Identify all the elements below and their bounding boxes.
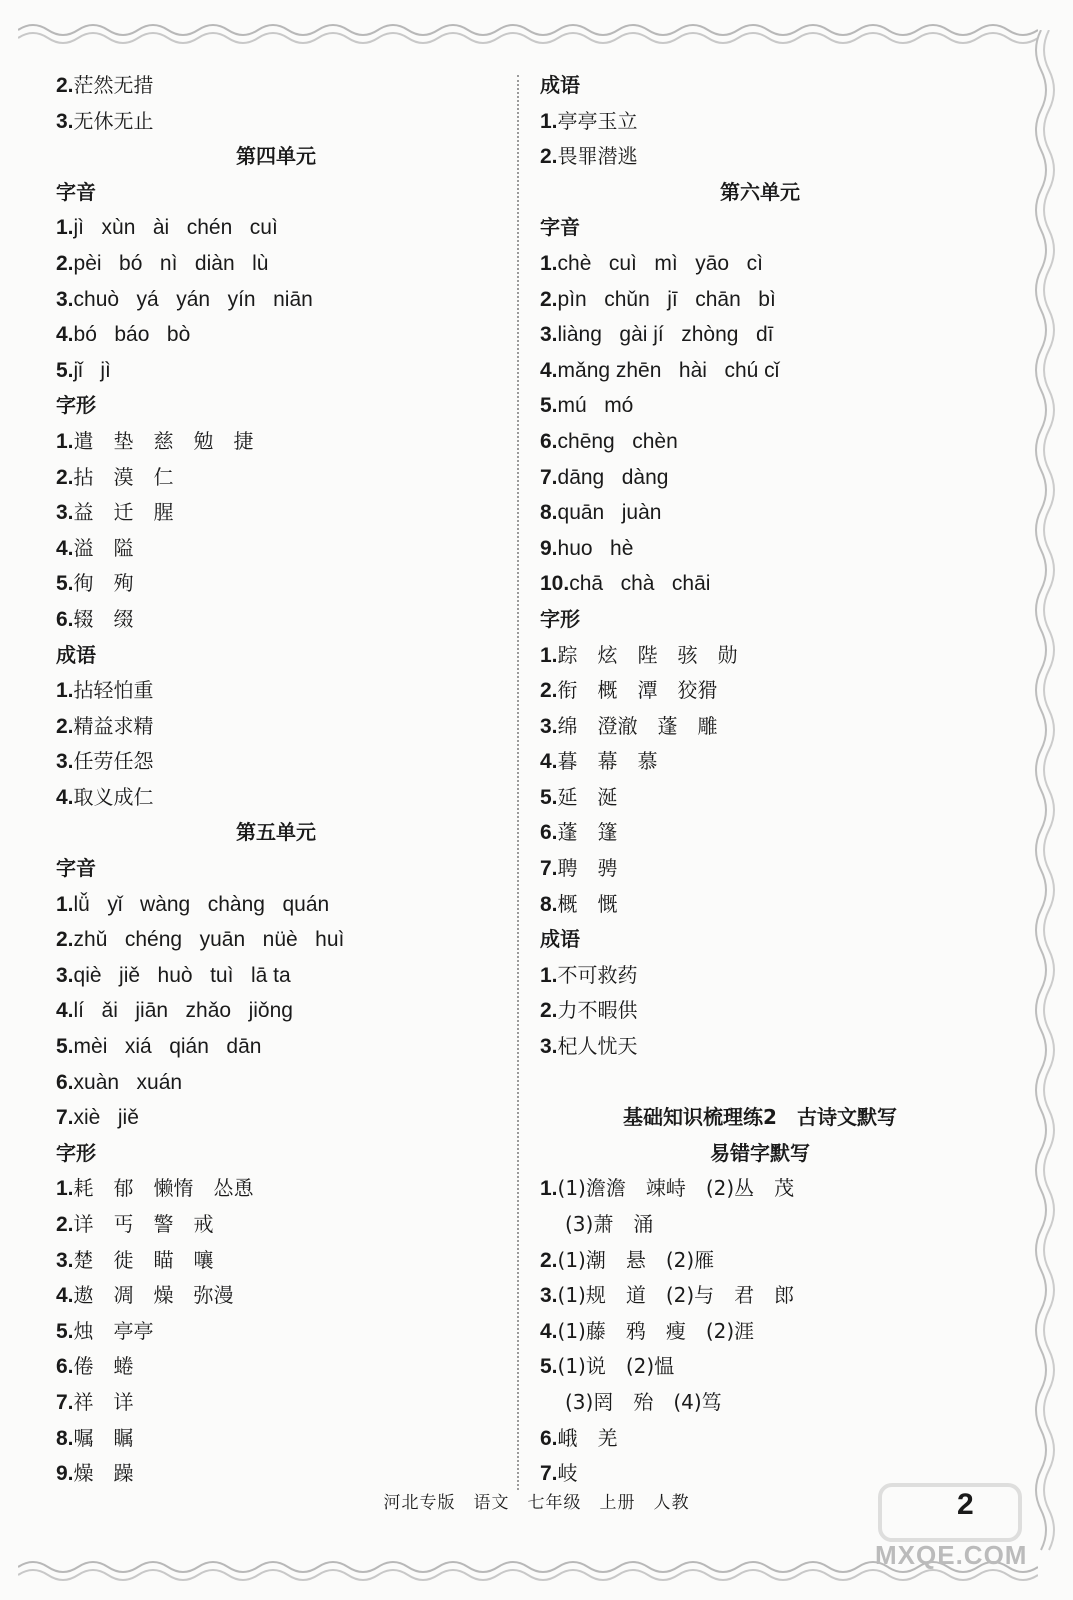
item-number: 8. (540, 892, 558, 916)
answer-item (56, 353, 496, 389)
item-number: 3. (540, 1284, 558, 1308)
item-number: 1. (540, 109, 558, 133)
item-number: 1. (540, 643, 558, 667)
item-text: xiè jiě (73, 1106, 139, 1130)
answer-item (540, 673, 980, 709)
item-number: 1. (540, 251, 558, 275)
answer-item (56, 566, 496, 602)
item-text: 耗 郁 懒惰 怂恿 (73, 1176, 254, 1201)
item-number: 4. (540, 358, 558, 382)
item-number: 2. (540, 999, 558, 1023)
item-text: 蓬 篷 (557, 820, 618, 845)
item-number: 2. (56, 465, 74, 489)
item-number: 3. (56, 109, 74, 133)
answer-item (56, 210, 496, 246)
answer-item (56, 958, 496, 994)
item-text: (1)澹澹 竦峙 (2)丛 茂 (557, 1176, 795, 1201)
item-text: 烛 亭亭 (73, 1318, 154, 1343)
page-footer: 河北专版 语文 七年级 上册 人教 (383, 1493, 690, 1513)
item-number: 9. (540, 536, 558, 560)
item-number: 8. (56, 1426, 74, 1450)
answer-item (56, 1029, 496, 1065)
item-text: 取义成仁 (73, 784, 154, 809)
item-text: 拈 漠 仁 (73, 464, 174, 489)
answer-item (56, 1065, 496, 1101)
item-text: 任劳任怨 (73, 749, 154, 774)
item-text: dāng dàng (557, 465, 669, 489)
answer-item (56, 1421, 496, 1457)
answer-item (540, 1243, 980, 1279)
left-column (56, 68, 496, 1492)
answer-item (56, 104, 496, 140)
unit-heading: 第五单元 (236, 820, 316, 845)
item-number: 2. (540, 287, 558, 311)
answer-item (56, 744, 496, 780)
item-number: 3. (540, 1035, 558, 1059)
answer-item (56, 531, 496, 567)
item-number: 5. (56, 1035, 74, 1059)
item-text: 峨 羌 (557, 1425, 618, 1450)
answer-item (540, 815, 980, 851)
section-label: 成语 (540, 73, 580, 97)
item-number: 4. (540, 1319, 558, 1343)
answer-item (540, 566, 980, 602)
answer-item (540, 353, 980, 389)
item-text: quān juàn (557, 501, 662, 525)
item-text: 衔 概 潭 狡猾 (557, 678, 718, 703)
item-text: xuàn xuán (73, 1070, 183, 1094)
item-number: 7. (540, 1462, 558, 1486)
item-number: 6. (56, 1355, 74, 1379)
answer-item (56, 1349, 496, 1385)
answer-item (540, 709, 980, 745)
section-label: 字形 (540, 606, 580, 631)
answer-item (540, 1349, 980, 1385)
answer-item (56, 1385, 496, 1421)
item-number: 1. (56, 429, 74, 453)
section-label: 字形 (56, 393, 96, 418)
unit-heading: 第六单元 (720, 179, 800, 204)
item-number: 1. (540, 963, 558, 987)
item-number: 2. (540, 679, 558, 703)
item-text: 徇 殉 (73, 571, 134, 596)
item-number: 4. (540, 750, 558, 774)
answer-item (56, 673, 496, 709)
answer-item (56, 424, 496, 460)
item-text: 绵 澄澈 蓬 雕 (557, 713, 718, 738)
item-number: 4. (56, 323, 74, 347)
item-number: 6. (56, 607, 74, 631)
item-number: 3. (56, 1248, 74, 1272)
item-number: 1. (56, 892, 74, 916)
item-text: 岐 (557, 1461, 578, 1486)
answer-item (540, 104, 980, 140)
item-text: 遣 垫 慈 勉 捷 (73, 428, 254, 453)
spacer (540, 1065, 980, 1101)
item-text: 亭亭玉立 (557, 108, 638, 133)
answer-item (540, 388, 980, 424)
answer-item (56, 460, 496, 496)
item-text: 溢 隘 (73, 535, 134, 560)
item-number: 5. (540, 785, 558, 809)
item-number: 8. (540, 501, 558, 525)
item-text: 茫然无措 (73, 73, 154, 97)
item-text: 倦 蜷 (73, 1354, 134, 1379)
answer-item (540, 282, 980, 318)
item-text: 延 涎 (557, 784, 618, 809)
answer-item (540, 958, 980, 994)
wavy-border-top (18, 18, 1038, 58)
item-number: 7. (56, 1106, 74, 1130)
answer-item (56, 602, 496, 638)
item-number: 5. (540, 394, 558, 418)
item-text: (1)说 (2)愠 (557, 1354, 675, 1379)
answer-item (56, 282, 496, 318)
item-number: 7. (540, 465, 558, 489)
answer-item (56, 709, 496, 745)
section-label: 字形 (56, 1140, 96, 1165)
answer-item (56, 1100, 496, 1136)
answer-item (540, 460, 980, 496)
item-number: 2. (56, 928, 74, 952)
item-text: huo hè (557, 536, 634, 560)
item-text: 益 迁 腥 (73, 500, 174, 525)
answer-continuation: (3)萧 涌 (565, 1212, 654, 1236)
item-number: 6. (540, 821, 558, 845)
item-text: 辍 缀 (73, 606, 134, 631)
item-text: pìn chǔn jī chān bì (557, 287, 776, 311)
item-text: 杞人忧天 (557, 1034, 638, 1059)
item-text: jì xùn ài chén cuì (73, 216, 278, 240)
item-text: (1)潮 悬 (2)雁 (557, 1247, 715, 1272)
item-text: chuò yá yán yín niān (73, 287, 313, 311)
item-number: 6. (540, 1426, 558, 1450)
answer-item (540, 780, 980, 816)
answer-item (56, 68, 496, 104)
item-number: 5. (56, 1319, 74, 1343)
answer-item (56, 317, 496, 353)
item-number: 5. (540, 1355, 558, 1379)
item-text: 精益求精 (73, 713, 154, 738)
item-text: 暮 幕 慕 (557, 749, 658, 774)
item-text: 不可救药 (557, 962, 638, 987)
right-column (540, 68, 980, 1492)
section-label: 字音 (56, 856, 96, 881)
item-number: 4. (56, 785, 74, 809)
answer-item (540, 139, 980, 175)
item-number: 3. (540, 714, 558, 738)
item-text: 力不暇供 (557, 998, 638, 1023)
item-text: (1)藤 鸦 瘦 (2)涯 (557, 1318, 755, 1343)
section-label: 成语 (56, 642, 96, 667)
item-number: 2. (56, 1213, 74, 1236)
item-text: qiè jiě huò tuì lā ta (73, 963, 291, 987)
answer-item (56, 1171, 496, 1207)
item-number: 3. (56, 963, 74, 987)
watermark-text: MXQE.COM (875, 1540, 1028, 1570)
answer-item (56, 1207, 496, 1243)
item-text: zhǔ chéng yuān nüè huì (73, 928, 345, 952)
answer-item (540, 1314, 980, 1350)
answer-item (540, 424, 980, 460)
item-number: 4. (56, 999, 74, 1023)
answer-item (540, 1171, 980, 1207)
item-number: 10. (540, 572, 570, 596)
answer-item (540, 851, 980, 887)
item-number: 1. (540, 1177, 558, 1201)
item-text: 燥 躁 (73, 1461, 134, 1486)
answer-item (540, 246, 980, 282)
section-label: 字音 (56, 179, 96, 204)
item-text: mú mó (557, 394, 634, 418)
answer-item (540, 638, 980, 674)
item-number: 6. (540, 429, 558, 453)
item-text: 概 慨 (557, 891, 618, 916)
item-text: 聘 骋 (557, 856, 618, 881)
item-number: 1. (56, 1177, 74, 1201)
page-number: 2 (957, 1488, 974, 1521)
item-number: 5. (56, 358, 74, 382)
item-text: bó báo bò (73, 323, 191, 347)
item-text: lǚ yǐ wàng chàng quán (73, 892, 330, 916)
column-divider (517, 75, 519, 1490)
item-number: 7. (540, 857, 558, 881)
item-number: 2. (540, 1248, 558, 1272)
answer-item (540, 1421, 980, 1457)
answer-item (56, 1456, 496, 1492)
answer-item (540, 317, 980, 353)
item-text: 楚 徙 瞄 嚷 (73, 1247, 214, 1272)
unit-heading: 第四单元 (236, 144, 316, 169)
answer-item (540, 993, 980, 1029)
item-number: 2. (56, 251, 74, 275)
item-number: 7. (56, 1390, 74, 1414)
item-number: 1. (56, 216, 74, 240)
item-number: 2. (56, 74, 74, 97)
answer-item (540, 531, 980, 567)
item-number: 2. (56, 714, 74, 738)
answer-item (56, 495, 496, 531)
item-number: 1. (56, 679, 74, 703)
item-text: chēng chèn (557, 429, 678, 453)
item-number: 2. (540, 145, 558, 169)
wavy-border-right (1023, 30, 1063, 1570)
answer-item (56, 1278, 496, 1314)
answer-continuation: (3)罔 殆 (4)笃 (565, 1389, 722, 1414)
item-text: lí ǎi jiān zhǎo jiǒng (73, 999, 293, 1023)
item-text: jǐ jì (73, 358, 111, 382)
item-text: pèi bó nì diàn lù (73, 251, 269, 275)
item-number: 4. (56, 536, 74, 560)
answer-item (56, 922, 496, 958)
item-number: 9. (56, 1462, 74, 1486)
item-text: chè cuì mì yāo cì (557, 251, 763, 275)
item-number: 5. (56, 572, 74, 596)
item-text: 踪 炫 陛 骇 勋 (557, 642, 738, 667)
answer-item (540, 887, 980, 923)
item-text: 详 丐 警 戒 (73, 1212, 214, 1236)
item-number: 4. (56, 1284, 74, 1308)
item-text: 遨 凋 燥 弥漫 (73, 1283, 234, 1308)
unit-heading: 易错字默写 (710, 1140, 810, 1165)
answer-item (540, 744, 980, 780)
item-text: 无休无止 (73, 108, 154, 133)
section-label: 成语 (540, 927, 580, 952)
answer-item (56, 1314, 496, 1350)
item-text: mǎng zhēn hài chú cǐ (557, 358, 780, 382)
item-number: 3. (540, 323, 558, 347)
item-text: 祥 详 (73, 1389, 134, 1414)
section-title: 基础知识梳理练2 古诗文默写 (623, 1105, 897, 1130)
answer-item (56, 887, 496, 923)
answer-item (56, 1243, 496, 1279)
answer-item (56, 246, 496, 282)
item-number: 6. (56, 1070, 74, 1094)
item-number: 3. (56, 287, 74, 311)
answer-item (56, 993, 496, 1029)
answer-item (56, 780, 496, 816)
item-text: 畏罪潜逃 (557, 144, 638, 169)
section-label: 字音 (540, 215, 580, 240)
item-number: 3. (56, 750, 74, 774)
item-text: 嘱 瞩 (73, 1425, 134, 1450)
item-text: mèi xiá qián dān (73, 1035, 262, 1059)
item-text: 拈轻怕重 (73, 678, 154, 703)
answer-item (540, 1278, 980, 1314)
item-text: chā chà chāi (569, 572, 711, 596)
item-text: (1)规 道 (2)与 君 郎 (557, 1283, 795, 1308)
item-number: 3. (56, 501, 74, 525)
answer-item (540, 1029, 980, 1065)
answer-item (540, 495, 980, 531)
item-text: liàng gài jí zhòng dī (557, 323, 774, 347)
